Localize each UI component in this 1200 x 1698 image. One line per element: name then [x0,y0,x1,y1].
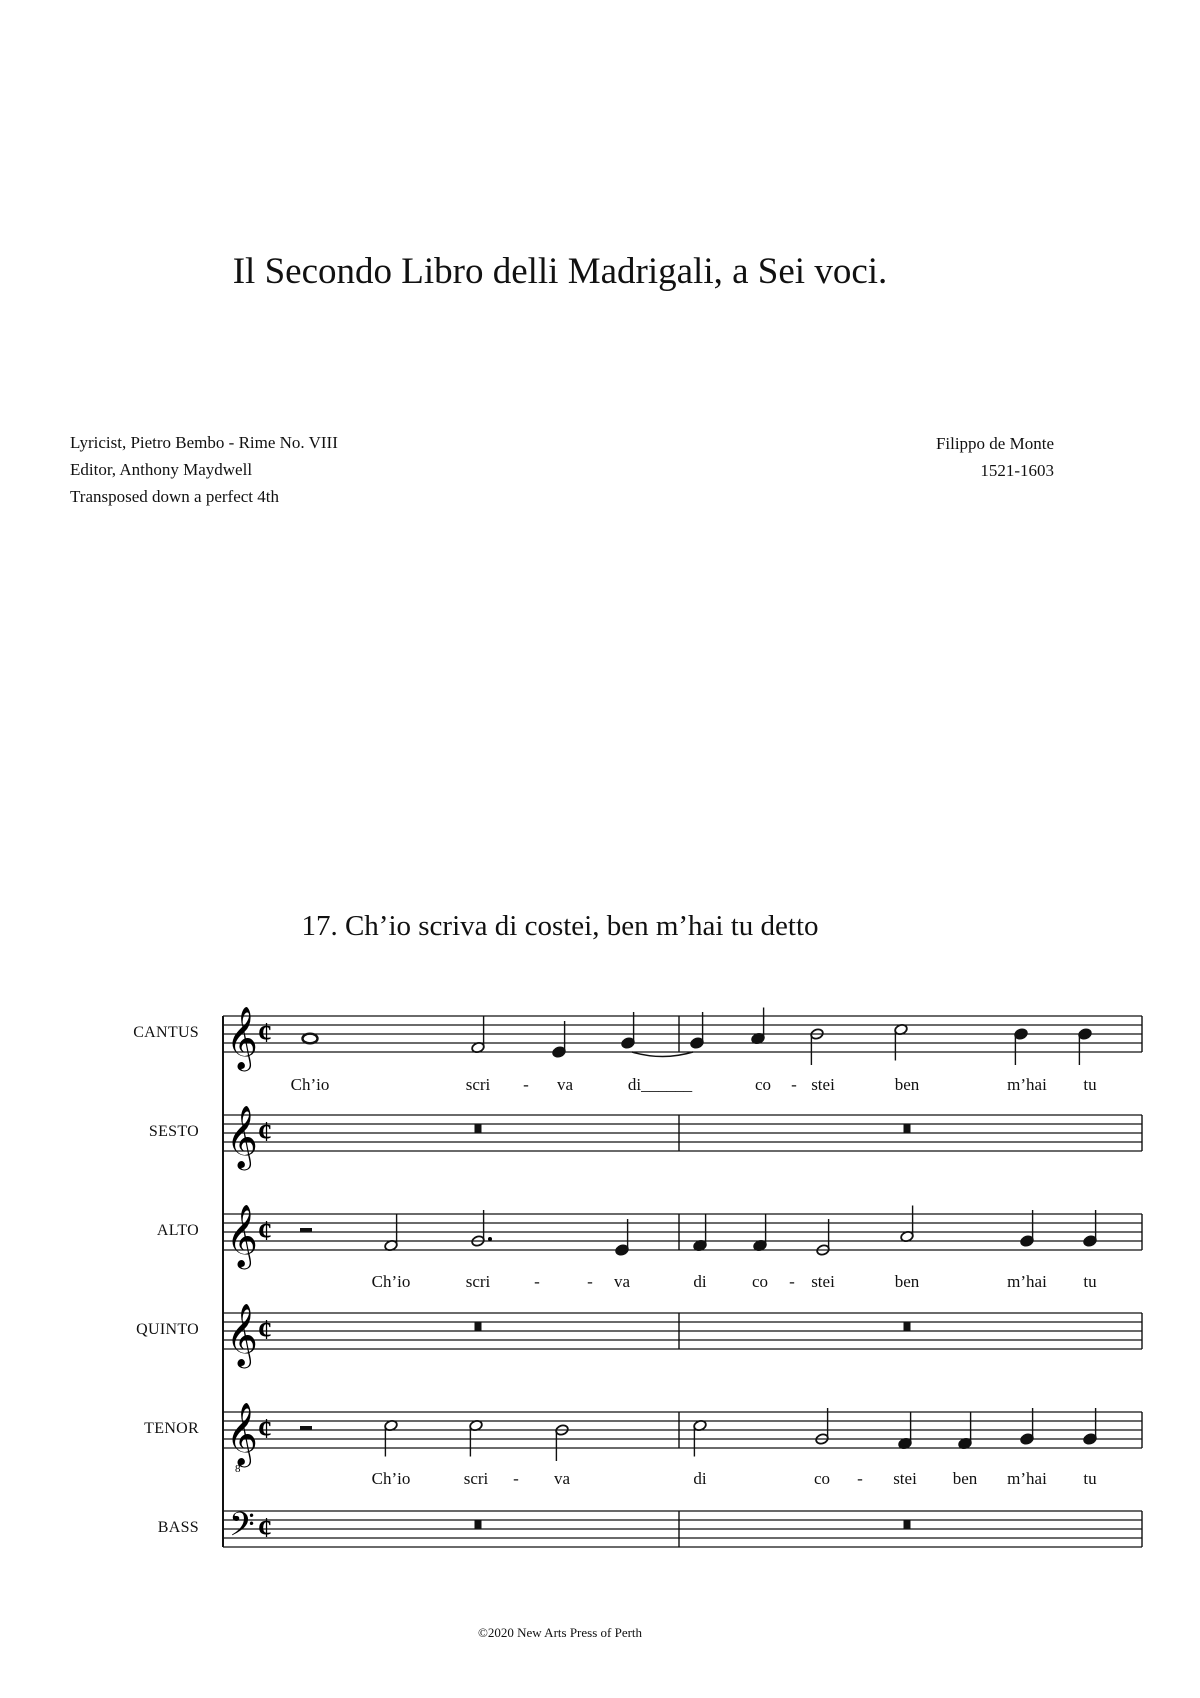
cut-time-signature: ¢ [258,1216,272,1247]
lyric-syllable: va [613,1272,631,1291]
lyric-syllable: scri [465,1075,491,1094]
lyric-syllable: ben [894,1075,920,1094]
bass-clef: 𝄢 [229,1506,255,1552]
cut-time-signature: ¢ [258,1018,272,1049]
cut-time-signature: ¢ [258,1513,272,1544]
lyric-hyphen: - [534,1272,540,1291]
lyric-syllable: Ch’io [371,1469,411,1488]
cut-time-signature: ¢ [258,1414,272,1445]
treble-clef: 𝄞 [226,1105,258,1168]
lyric-syllable: stei [811,1075,835,1094]
treble-clef: 𝄞 [226,1402,258,1465]
lyric-syllable: ben [894,1272,920,1291]
measure-rest [475,1124,482,1133]
cut-time-signature: ¢ [258,1117,272,1148]
lyric-syllable: ben [952,1469,978,1488]
lyric-syllable: Ch’io [290,1075,330,1094]
lyric-syllable: m’hai [1007,1469,1047,1488]
voice-label-quinto: QUINTO [136,1321,199,1338]
measure-rest [475,1322,482,1331]
voice-label-sesto: SESTO [148,1123,199,1140]
voice-label-bass: BASS [157,1519,199,1536]
lyric-syllable: di [693,1469,707,1488]
voice-label-cantus: CANTUS [133,1024,199,1041]
voice-label-alto: ALTO [156,1222,199,1239]
lyricist-credit: Lyricist, Pietro Bembo - Rime No. VIII [70,433,338,452]
lyric-hyphen: - [587,1272,593,1291]
lyric-syllable: m’hai [1007,1272,1047,1291]
composer-name: Filippo de Monte [935,434,1054,453]
editor-credit: Editor, Anthony Maydwell [70,460,253,479]
measure-rest [475,1520,482,1529]
treble-clef: 𝄞 [226,1006,258,1069]
lyric-syllable: stei [893,1469,917,1488]
book-title: Il Secondo Libro delli Madrigali, a Sei voci. [232,251,888,292]
lyric-syllable: Ch’io [371,1272,411,1291]
half-rest [300,1426,312,1431]
lyric-syllable: scri [463,1469,489,1488]
lyric-syllable: tu [1083,1075,1097,1094]
composer-dates: 1521-1603 [980,461,1054,480]
lyric-syllable: tu [1083,1272,1097,1291]
tie [632,1052,693,1057]
voice-label-tenor: TENOR [144,1420,199,1437]
lyric-syllable: co [754,1075,772,1094]
lyric-hyphen: - [791,1075,797,1094]
lyric-syllable: di______ [627,1075,693,1094]
octave-mark: 8 [235,1463,241,1475]
augmentation-dot [488,1237,492,1241]
lyric-hyphen: - [789,1272,795,1291]
lyric-syllable: va [553,1469,571,1488]
lyric-syllable: stei [811,1272,835,1291]
copyright-footer: ©2020 New Arts Press of Perth [477,1625,643,1640]
lyric-syllable: co [813,1469,831,1488]
measure-rest [904,1322,911,1331]
lyric-hyphen: - [523,1075,529,1094]
lyric-syllable: tu [1083,1469,1097,1488]
treble-clef: 𝄞 [226,1204,258,1267]
piece-title: 17. Ch’io scriva di costei, ben m’hai tu detto [301,910,819,942]
lyric-syllable: va [556,1075,574,1094]
half-rest [300,1228,312,1233]
treble-clef: 𝄞 [226,1303,258,1366]
lyric-syllable: m’hai [1007,1075,1047,1094]
transposition-note: Transposed down a perfect 4th [70,487,279,506]
lyric-hyphen: - [857,1469,863,1488]
measure-rest [904,1520,911,1529]
lyric-syllable: scri [465,1272,491,1291]
lyric-hyphen: - [513,1469,519,1488]
lyric-syllable: co [751,1272,769,1291]
measure-rest [904,1124,911,1133]
cut-time-signature: ¢ [258,1315,272,1346]
lyric-syllable: di [693,1272,707,1291]
notehead [303,1034,318,1044]
